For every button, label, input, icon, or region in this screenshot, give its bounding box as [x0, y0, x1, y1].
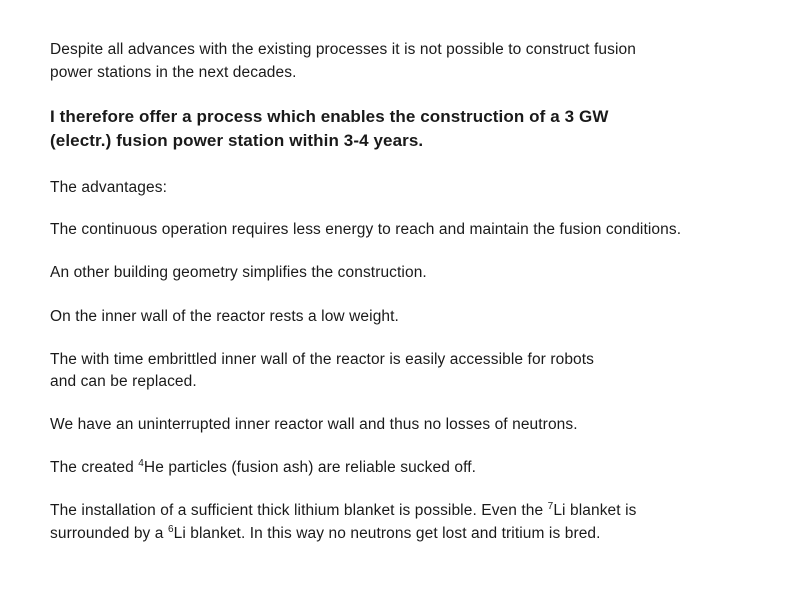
advantage-lithium-blanket-line-2	[50, 525, 601, 543]
lithium-line-1-pre: The installation of a sufficient thick lithium blanket is possible. Even the	[50, 502, 548, 519]
advantages-heading: The advantages:	[50, 179, 167, 196]
lithium-7-mass-number: 7	[547, 501, 554, 512]
advantage-helium-removal	[50, 459, 476, 477]
intro-line-1: Despite all advances with the existing processes it is not possible to construct fusion	[50, 41, 636, 58]
advantage-embrittled-wall-line-1: The with time embrittled inner wall of the reactor is easily accessible for robots	[50, 351, 595, 368]
advantage-no-neutron-loss: We have an uninterrupted inner reactor wall and thus no losses of neutrons.	[50, 416, 578, 433]
advantage-continuous-operation: The continuous operation requires less energy to reach and maintain the fusion conditions.	[50, 221, 682, 238]
lithium-line-1-post: Li blanket is	[553, 502, 637, 519]
advantage-lithium-blanket-line-1	[50, 502, 636, 520]
intro-line-2: power stations in the next decades.	[50, 64, 297, 81]
offer-line-2: (electr.) fusion power station within 3-4 years.	[50, 131, 424, 150]
lithium-6-mass-number: 6	[167, 524, 174, 535]
offer-line-1: I therefore offer a process which enables the construction of a 3 GW	[50, 107, 609, 126]
lithium-line-2-post: Li blanket. In this way no neutrons get lost and tritium is bred.	[173, 525, 601, 542]
advantage-embrittled-wall-line-2: and can be replaced.	[50, 373, 197, 390]
helium-text-pre: The created	[50, 459, 139, 476]
helium-mass-number: 4	[138, 458, 144, 469]
advantage-building-geometry: An other building geometry simplifies the construction.	[50, 264, 427, 281]
helium-text-post: He particles (fusion ash) are reliable sucked off.	[143, 459, 477, 476]
advantage-low-weight: On the inner wall of the reactor rests a low weight.	[50, 308, 399, 325]
lithium-line-2-pre: surrounded by a	[50, 525, 168, 542]
